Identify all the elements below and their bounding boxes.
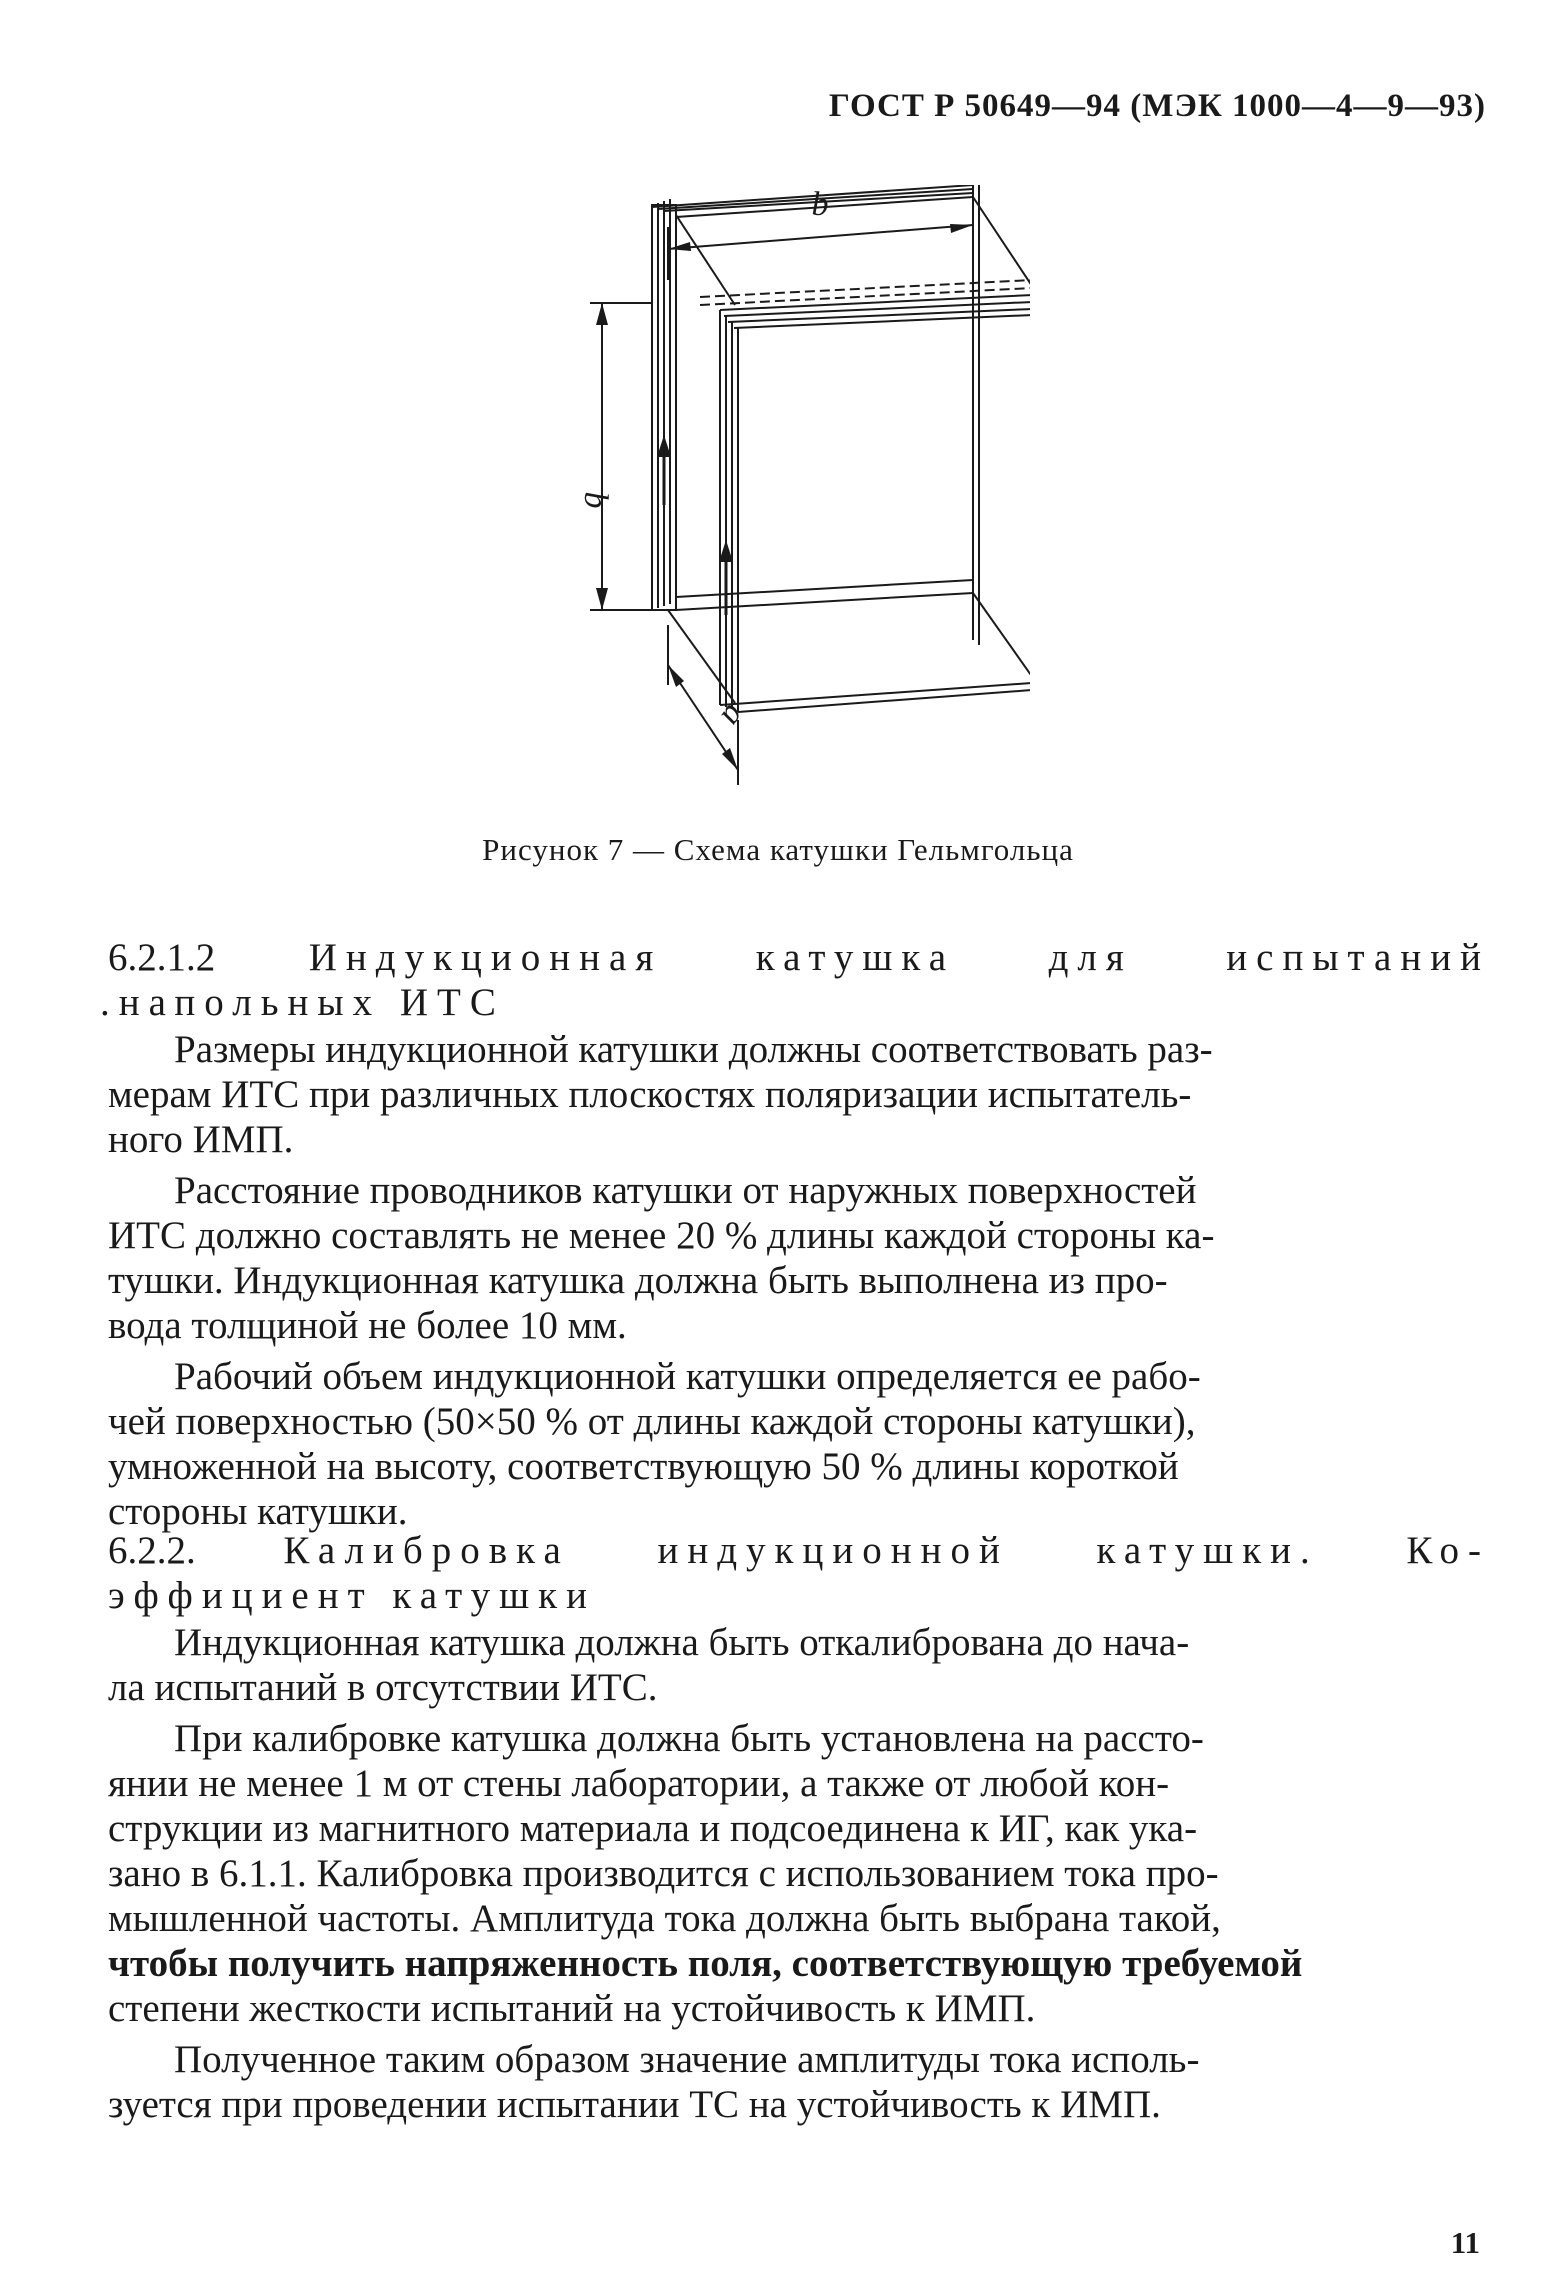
front-coil — [719, 295, 1030, 712]
section-6-2-1-2 — [100, 935, 1490, 1534]
paragraph-line: Индукционная катушка должна быть откалибрована до нача- — [174, 1621, 1190, 1664]
paragraph-line: струкции из магнитного материала и подсоединена к ИГ, как ука- — [108, 1807, 1198, 1850]
paragraph — [108, 1027, 1490, 1162]
helmholtz-coil-figure — [560, 185, 1030, 825]
section-6-2-2 — [108, 1528, 1490, 2127]
page-number: 11 — [1450, 2225, 1480, 2260]
paragraph-line: мерам ИТС при различных плоскостях поляризации испытатель- — [108, 1073, 1192, 1116]
paragraph-line: стороны катушки. — [108, 1490, 408, 1533]
paragraph-line: янии не менее 1 м от стены лаборатории, а также от любой кон- — [108, 1762, 1170, 1805]
document-header: ГОСТ Р 50649—94 (МЭК 1000—4—9—93) — [828, 88, 1486, 124]
heading-word: Калибровка — [283, 1529, 570, 1572]
paragraph — [108, 1620, 1490, 1710]
paragraph-line: зано в 6.1.1. Калибровка производится с использованием тока про- — [108, 1852, 1219, 1895]
label-b-top: b — [811, 186, 829, 223]
label-b-left: b — [577, 491, 614, 509]
paragraph-line: мышленной частоты. Амплитуда тока должна быть выбрана такой, — [108, 1897, 1221, 1940]
heading-word: катушка — [755, 936, 956, 979]
paragraph-line: ного ИМП. — [108, 1118, 294, 1161]
paragraph-line: умноженной на высоту, соответствующую 50 % длины короткой — [108, 1445, 1179, 1488]
section-heading — [108, 935, 1490, 980]
paragraph-line: вода толщиной не более 10 мм. — [108, 1304, 627, 1347]
paragraph-line: ИТС должно составлять не менее 20 % длины каждой стороны ка- — [108, 1214, 1215, 1257]
coil-depth-lines — [668, 197, 1030, 703]
heading-word: испытаний — [1226, 936, 1490, 979]
paragraph — [108, 2037, 1490, 2127]
section-heading-cont: эффициент катушки — [108, 1574, 596, 1617]
section-heading — [108, 1528, 1490, 1573]
heading-word: Ко- — [1406, 1529, 1490, 1572]
paragraph-line: ла испытаний в отсутствии ИТС. — [108, 1666, 658, 1709]
paragraph — [108, 1168, 1490, 1348]
paragraph-line: чей поверхностью (50×50 % от длины каждой стороны катушки), — [108, 1400, 1196, 1443]
figure-caption: Рисунок 7 — Схема катушки Гельмгольца — [482, 832, 1074, 867]
paragraph — [108, 1354, 1490, 1534]
paragraph-line: тушки. Индукционная катушка должна быть выполнена из про- — [108, 1259, 1168, 1302]
paragraph-line: Размеры индукционной катушки должны соответствовать раз- — [174, 1028, 1213, 1071]
section-heading-cont: .напольных ИТС — [100, 981, 505, 1024]
label-a-bottom: a — [713, 698, 754, 734]
dimension-b-left — [590, 303, 668, 610]
heading-word: Индукционная — [308, 936, 663, 979]
heading-number: 6.2.1.2 — [108, 936, 216, 979]
paragraph — [108, 1716, 1490, 2031]
heading-word: катушки. — [1096, 1529, 1319, 1572]
paragraph-line: степени жесткости испытаний на устойчивость к ИМП. — [108, 1987, 1036, 2030]
paragraph-line: Расстояние проводников катушки от наружных поверхностей — [174, 1169, 1197, 1212]
dimension-b-top — [668, 215, 973, 280]
heading-word: для — [1048, 936, 1133, 979]
heading-number: 6.2.2. — [108, 1529, 196, 1572]
paragraph-line: Рабочий объем индукционной катушки определяется ее рабо- — [174, 1355, 1201, 1398]
paragraph-line: Полученное таким образом значение амплитуды тока исполь- — [174, 2038, 1200, 2081]
paragraph-line: чтобы получить напряженность поля, соответствующую требуемой — [108, 1942, 1303, 1985]
paragraph-line: При калибровке катушка должна быть установлена на рассто- — [174, 1717, 1204, 1760]
heading-word: индукционной — [657, 1529, 1009, 1572]
paragraph-line: зуется при проведении испытании ТС на устойчивость к ИМП. — [108, 2083, 1161, 2126]
